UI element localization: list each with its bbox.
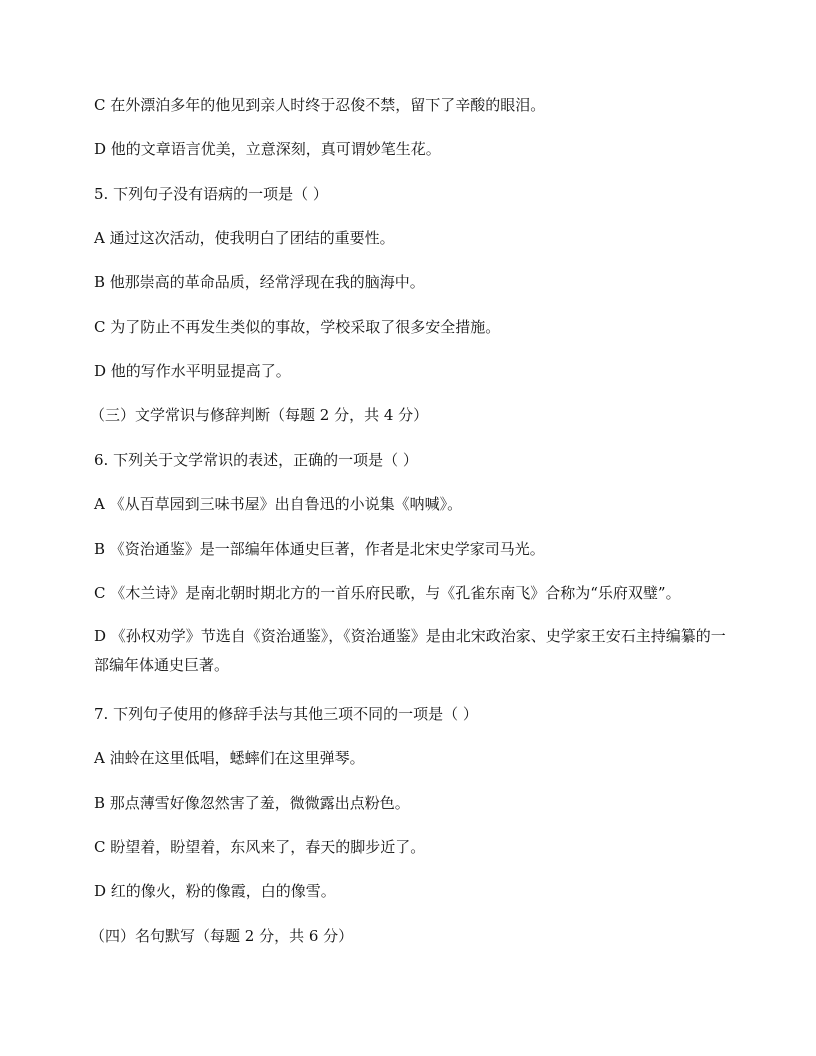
- option-a-q7: A 油蛉在这里低唱，蟋蟀们在这里弹琴。: [94, 749, 365, 767]
- option-d-q7: D 红的像火，粉的像霞，白的像雪。: [94, 882, 336, 900]
- option-b-q6: B 《资治通鉴》是一部编年体通史巨著，作者是北宋史学家司马光。: [94, 540, 545, 558]
- option-a-q6: A 《从百草园到三味书屋》出自鲁迅的小说集《呐喊》。: [94, 495, 463, 513]
- option-b-q7: B 那点薄雪好像忽然害了羞，微微露出点粉色。: [94, 794, 410, 812]
- option-d-q4: D 他的文章语言优美，立意深刻，真可谓妙笔生花。: [94, 140, 441, 158]
- option-c-q5: C 为了防止不再发生类似的事故，学校采取了很多安全措施。: [94, 318, 501, 336]
- question-5: 5. 下列句子没有语病的一项是（ ）: [94, 185, 328, 203]
- option-c-q6: C 《木兰诗》是南北朝时期北方的一首乐府民歌，与《孔雀东南飞》合称为“乐府双璧”。: [94, 584, 681, 602]
- option-d-q6: D 《孙权劝学》节选自《资治通鉴》，《资治通鉴》是由北宋政治家、史学家王安石主持编纂的一部编年体通史巨著。: [94, 627, 726, 674]
- option-d-q5: D 他的写作水平明显提高了。: [94, 362, 291, 380]
- option-a-q5: A 通过这次活动，使我明白了团结的重要性。: [94, 229, 395, 247]
- question-6: 6. 下列关于文学常识的表述，正确的一项是（ ）: [94, 451, 418, 469]
- section-heading-4: （四）名句默写（每题 2 分，共 6 分）: [90, 927, 354, 945]
- section-heading-3: （三）文学常识与修辞判断（每题 2 分，共 4 分）: [90, 406, 429, 424]
- option-c-q7: C 盼望着，盼望着，东风来了，春天的脚步近了。: [94, 838, 426, 856]
- option-b-q5: B 他那崇高的革命品质，经常浮现在我的脑海中。: [94, 273, 425, 291]
- option-c-q4: C 在外漂泊多年的他见到亲人时终于忍俊不禁，留下了辛酸的眼泪。: [94, 96, 546, 114]
- question-7: 7. 下列句子使用的修辞手法与其他三项不同的一项是（ ）: [94, 705, 478, 723]
